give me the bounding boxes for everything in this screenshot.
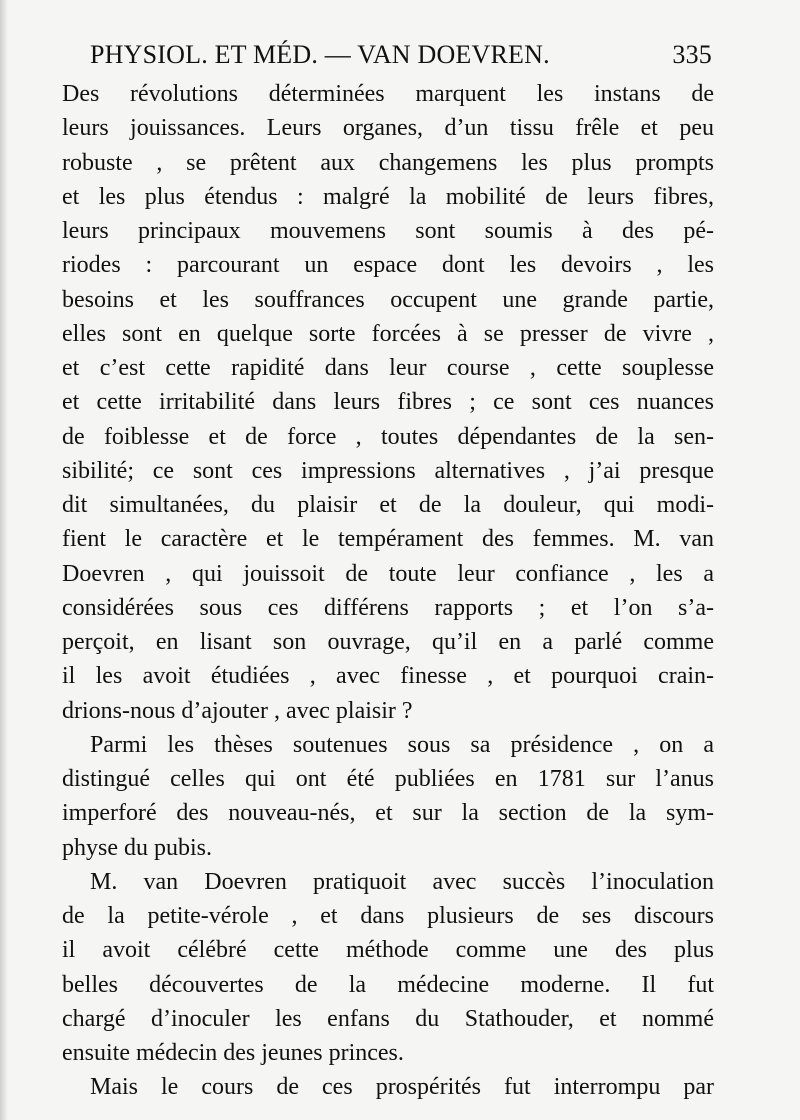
- text-line: et cette irritabilité dans leurs fibres ; ce sont ces nuances: [62, 389, 714, 416]
- text-line: elles sont en quelque sorte forcées à se presser de vivre ,: [62, 320, 714, 347]
- text-line: de foiblesse et de force , toutes dépendantes de la sen-: [62, 423, 714, 450]
- text-line: fient le caractère et le tempérament des femmes. M. van: [62, 526, 714, 553]
- text-line: il avoit célébré cette méthode comme une des plus: [62, 937, 714, 964]
- text-line: dit simultanées, du plaisir et de la douleur, qui modi-: [62, 492, 714, 518]
- running-header: [90, 40, 712, 76]
- text-line: il les avoit étudiées , avec finesse , et pourquoi crain-: [62, 663, 714, 690]
- body-text: [62, 77, 714, 1105]
- running-title: PHYSIOL. ET MÉD. — VAN DOEVREN.: [90, 40, 550, 69]
- text-line: distingué celles qui ont été publiées en 1781 sur l’anus: [62, 766, 714, 792]
- page-edge-shadow: [0, 0, 8, 1120]
- text-line: et c’est cette rapidité dans leur course , cette souplesse: [62, 355, 714, 381]
- text-line: perçoit, en lisant son ouvrage, qu’il en a parlé comme: [62, 629, 714, 655]
- text-line: considérées sous ces différens rapports ; et l’on s’a-: [62, 594, 714, 621]
- text-line: besoins et les souffrances occupent une grande partie,: [62, 286, 714, 313]
- text-line: imperforé des nouveau-nés, et sur la section de la sym-: [62, 800, 714, 827]
- text-line: chargé d’inoculer les enfans du Stathouder, et nommé: [62, 1005, 714, 1032]
- text-line: Parmi les thèses soutenues sous sa présidence , on a: [90, 731, 714, 758]
- page-number: 335: [672, 40, 712, 69]
- text-line: de la petite-vérole , et dans plusieurs de ses discours: [62, 903, 714, 929]
- text-line: Des révolutions déterminées marquent les instans de: [62, 81, 714, 107]
- text-line: Doevren , qui jouissoit de toute leur confiance , les a: [62, 560, 714, 587]
- text-line: sibilité; ce sont ces impressions alternatives , j’ai presque: [62, 457, 714, 484]
- text-line: belles découvertes de la médecine moderne. Il fut: [62, 971, 714, 998]
- text-line: M. van Doevren pratiquoit avec succès l’inoculation: [90, 868, 714, 895]
- text-line: et les plus étendus : malgré la mobilité de leurs fibres,: [62, 183, 714, 210]
- text-line: leurs jouissances. Leurs organes, d’un tissu frêle et peu: [62, 115, 714, 142]
- text-line: leurs principaux mouvemens sont soumis à des pé-: [62, 218, 714, 244]
- text-line: drions-nous d’ajouter , avec plaisir ?: [62, 697, 413, 724]
- text-line: physe du pubis.: [62, 834, 212, 861]
- text-line: riodes : parcourant un espace dont les devoirs , les: [62, 252, 714, 279]
- text-line: Mais le cours de ces prospérités fut interrompu par: [90, 1074, 714, 1101]
- text-line: ensuite médecin des jeunes princes.: [62, 1040, 404, 1066]
- text-line: robuste , se prêtent aux changemens les plus prompts: [62, 149, 714, 176]
